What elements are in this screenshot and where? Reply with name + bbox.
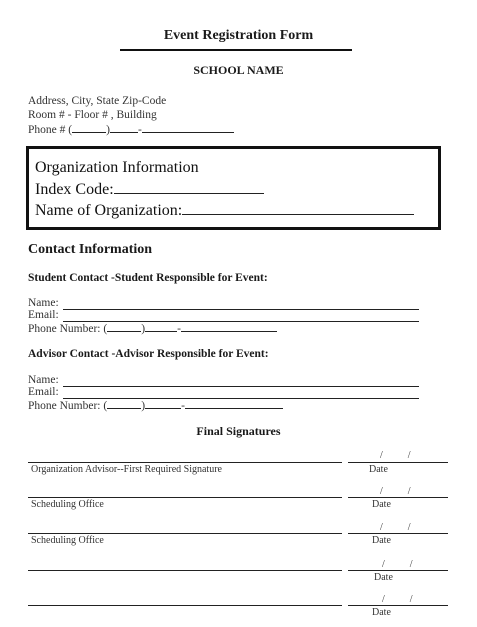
student-phone-prefix-field[interactable]	[145, 321, 177, 332]
date-slashes: / /	[382, 559, 413, 570]
form-title: Event Registration Form	[163, 28, 314, 43]
signature-label: Scheduling Office	[31, 499, 104, 510]
organization-name-row	[35, 200, 414, 221]
date-slashes: / /	[380, 450, 411, 461]
date-label: Date	[369, 464, 388, 475]
school-phone-dash: -	[137, 124, 142, 136]
student-contact-heading: Student Contact -Student Responsible for Event:	[28, 272, 268, 284]
organization-name-field[interactable]	[182, 200, 414, 215]
organization-name-label: Name of Organization:	[35, 202, 183, 219]
title-underline	[120, 49, 352, 51]
advisor-contact-heading: Advisor Contact -Advisor Responsible for Event:	[28, 348, 269, 360]
student-phone-paren: )	[141, 323, 146, 335]
date-line[interactable]	[348, 533, 448, 534]
date-line[interactable]	[348, 570, 448, 571]
date-slashes: / /	[380, 522, 411, 533]
signature-line[interactable]	[28, 605, 342, 606]
index-code-label: Index Code:	[35, 181, 114, 198]
final-signatures-heading: Final Signatures	[196, 424, 281, 438]
student-phone-line-field[interactable]	[181, 321, 277, 332]
school-phone-area-blank[interactable]	[72, 122, 106, 133]
student-phone-dash: -	[177, 323, 181, 335]
advisor-name-label: Name:	[28, 374, 59, 386]
advisor-phone-label: Phone Number: (	[28, 400, 108, 412]
index-code-field[interactable]	[114, 179, 264, 194]
school-phone-line	[28, 122, 234, 137]
school-phone-paren: )	[106, 124, 110, 136]
advisor-phone-dash: -	[181, 400, 185, 412]
signature-line[interactable]	[28, 497, 342, 498]
date-label: Date	[372, 607, 391, 618]
school-phone-prefix-blank[interactable]	[110, 122, 138, 133]
contact-info-heading: Contact Information	[28, 242, 153, 257]
signature-line[interactable]	[28, 570, 342, 571]
advisor-phone-line-field[interactable]	[185, 398, 283, 409]
advisor-phone-paren: )	[141, 400, 146, 412]
advisor-name-field[interactable]	[63, 386, 419, 387]
date-label: Date	[372, 499, 391, 510]
advisor-phone-area-field[interactable]	[107, 398, 141, 409]
advisor-phone-prefix-field[interactable]	[145, 398, 181, 409]
date-line[interactable]	[348, 497, 448, 498]
student-phone-area-field[interactable]	[107, 321, 141, 332]
student-email-label: Email:	[28, 309, 59, 321]
student-phone-row	[28, 321, 277, 335]
school-name: SCHOOL NAME	[193, 63, 284, 77]
index-code-row	[35, 179, 264, 200]
school-phone-line-blank[interactable]	[142, 122, 234, 133]
address-line: Address, City, State Zip-Code	[28, 95, 167, 107]
signature-label: Scheduling Office	[31, 535, 104, 546]
advisor-email-label: Email:	[28, 386, 59, 398]
organization-heading: Organization Information	[35, 159, 199, 176]
signature-line[interactable]	[28, 462, 342, 463]
room-floor-building-line: Room # - Floor # , Building	[28, 109, 157, 121]
date-label: Date	[374, 572, 393, 583]
student-name-label: Name:	[28, 297, 59, 309]
student-name-field[interactable]	[63, 309, 419, 310]
student-phone-label: Phone Number: (	[28, 323, 108, 335]
organization-info-box	[26, 146, 441, 230]
date-label: Date	[372, 535, 391, 546]
date-line[interactable]	[348, 462, 448, 463]
school-phone-label: Phone # (	[28, 124, 73, 136]
date-slashes: / /	[380, 486, 411, 497]
date-slashes: / /	[382, 594, 413, 605]
advisor-phone-row	[28, 398, 283, 412]
signature-label: Organization Advisor--First Required Signature	[31, 464, 222, 475]
signature-line[interactable]	[28, 533, 342, 534]
date-line[interactable]	[348, 605, 448, 606]
